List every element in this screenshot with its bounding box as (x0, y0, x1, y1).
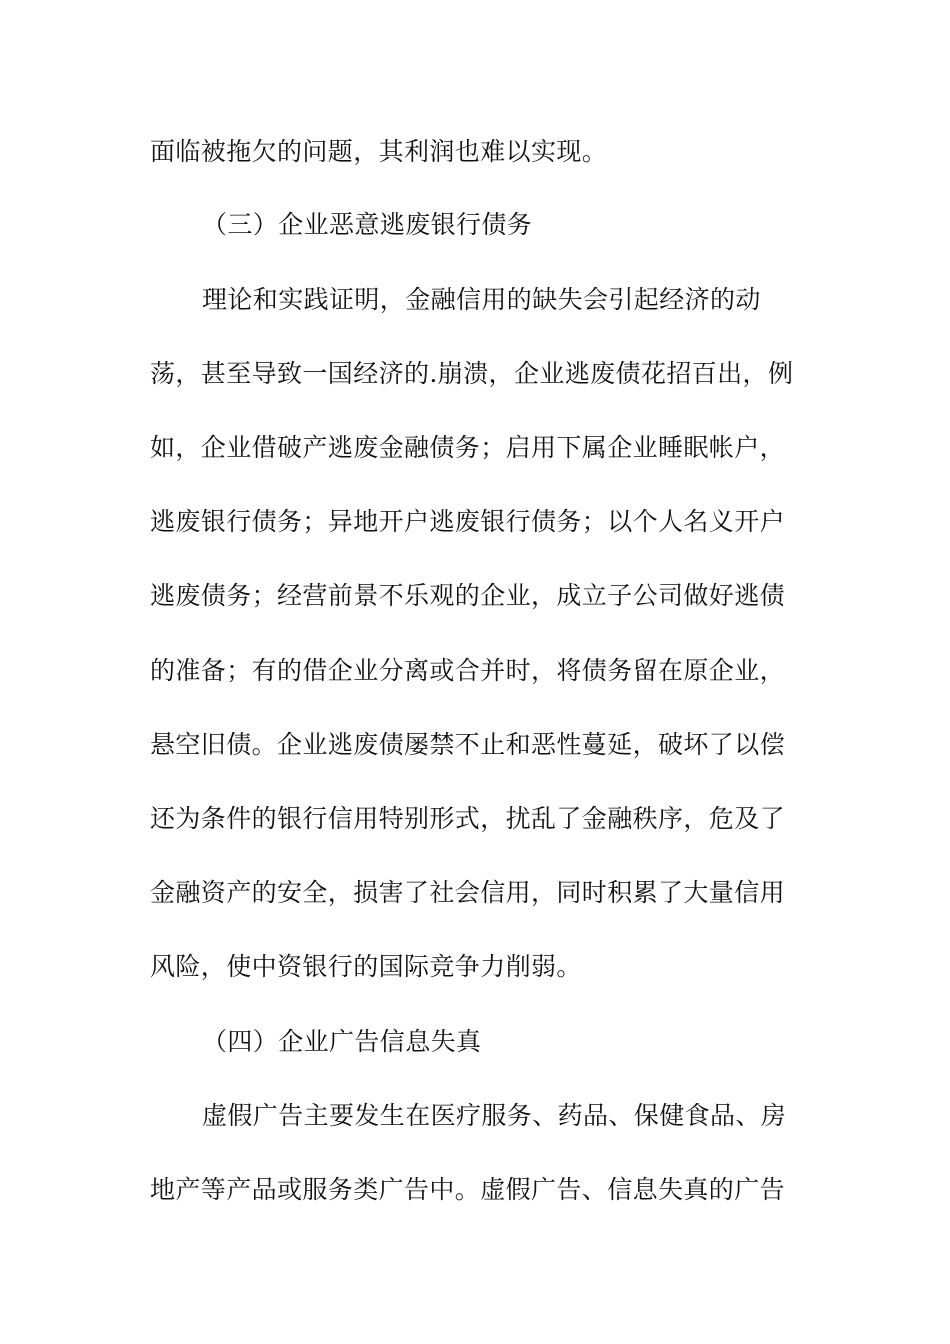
paragraph-line: 逃废债务；经营前景不乐观的企业，成立子公司做好逃债 (150, 581, 786, 610)
paragraph-line: 面临被拖欠的问题，其利润也难以实现。 (150, 137, 608, 166)
paragraph-line: 虚假广告主要发生在医疗服务、药品、保健食品、房 (202, 1101, 787, 1130)
paragraph-line: 理论和实践证明，金融信用的缺失会引起经济的动 (202, 285, 761, 314)
section-heading: （三）企业恶意逃废银行债务 (202, 210, 533, 239)
paragraph-line: 还为条件的银行信用特别形式，扰乱了金融秩序，危及了 (150, 804, 786, 833)
paragraph-line: 荡，甚至导致一国经济的.崩溃，企业逃废债花招百出，例 (150, 359, 794, 388)
paragraph-line: 地产等产品或服务类广告中。虚假广告、信息失真的广告 (150, 1175, 786, 1204)
paragraph-line: 悬空旧债。企业逃废债屡禁不止和恶性蔓延，破坏了以偿 (150, 730, 786, 759)
paragraph-line: 如，企业借破产逃废金融债务；启用下属企业睡眠帐户， (150, 433, 786, 462)
paragraph-line: 风险，使中资银行的国际竞争力削弱。 (150, 952, 582, 981)
paragraph-line: 逃废银行债务；异地开户逃废银行债务；以个人名义开户 (150, 507, 786, 536)
paragraph-line: 的准备；有的借企业分离或合并时，将债务留在原企业， (150, 656, 786, 685)
section-heading: （四）企业广告信息失真 (202, 1027, 482, 1056)
paragraph-line: 金融资产的安全，损害了社会信用，同时积累了大量信用 (150, 878, 786, 907)
